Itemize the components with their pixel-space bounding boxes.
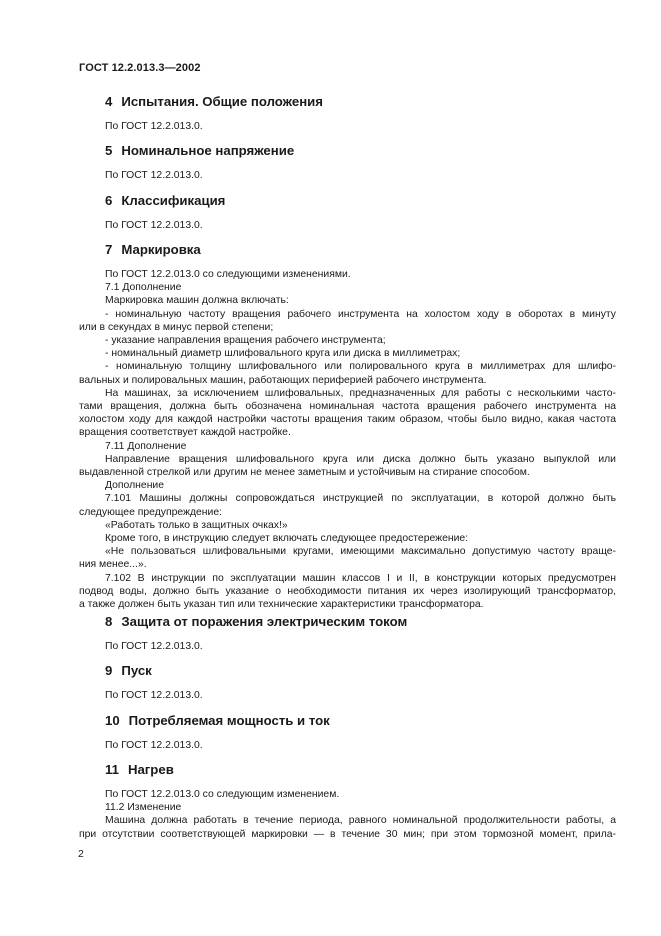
- paragraph-line: 7.11 Дополнение: [105, 440, 187, 452]
- paragraph-line: 7.102 В инструкции по эксплуатации машин классов I и II, в конструкции которых предусмотрен: [105, 572, 616, 584]
- paragraph-line: Дополнение: [105, 480, 165, 492]
- paragraph-line: - номинальную толщину шлифовального или полировального круга в миллиметрах для шлифо-: [105, 361, 616, 373]
- section-10-heading: [105, 713, 330, 728]
- paragraph-line: ния менее...».: [79, 559, 147, 571]
- paragraph-line: при отсутствии соответствующей маркировки — в течение 30 мин; при этом тормозной момент, прила-: [79, 828, 616, 840]
- section-number: 7: [105, 242, 113, 257]
- section-title: Пуск: [121, 663, 152, 678]
- paragraph-line: вращения соответствует каждой настройке.: [79, 427, 291, 439]
- paragraph-line: Кроме того, в инструкцию следует включать следующее предостережение:: [105, 532, 469, 544]
- section-number: 9: [105, 663, 113, 678]
- page-number: 2: [78, 849, 84, 860]
- section-7-heading: [105, 242, 201, 257]
- section-number: 10: [105, 713, 120, 728]
- section-number: 5: [105, 143, 113, 158]
- section-title: Номинальное напряжение: [121, 143, 295, 158]
- paragraph-line: Направление вращения шлифовального круга или диска должно быть указано выпуклой или: [105, 453, 616, 465]
- section-9-reference: По ГОСТ 12.2.013.0.: [105, 690, 203, 701]
- paragraph-line: По ГОСТ 12.2.013.0 со следующим изменением.: [105, 789, 340, 800]
- section-4-heading: [105, 94, 323, 109]
- section-title: Защита от поражения электрическим током: [121, 614, 408, 629]
- paragraph-line: следующее предупреждение:: [79, 506, 223, 518]
- section-8-heading: [105, 614, 407, 629]
- section-6-heading: [105, 193, 225, 208]
- paragraph-line: тами вращения, должна быть обозначена номинальная частота вращения рабочего инструмента на: [79, 400, 616, 412]
- paragraph-line: 7.101 Машины должны сопровождаться инструкцией по эксплуатации, в которой должно быть: [105, 493, 616, 505]
- paragraph-line: холостом ходу для каждой настройки частоты вращения таким образом, чтобы было видно, какая частота: [79, 414, 616, 426]
- paragraph-line: 11.2 Изменение: [105, 802, 182, 814]
- section-8-reference: По ГОСТ 12.2.013.0.: [105, 641, 203, 652]
- section-6-reference: По ГОСТ 12.2.013.0.: [105, 220, 203, 231]
- paragraph-line: На машинах, за исключением шлифовальных, предназначенных для работы с несколькими часто-: [105, 387, 616, 399]
- paragraph-line: «Работать только в защитных очках!»: [105, 519, 288, 531]
- section-10-reference: По ГОСТ 12.2.013.0.: [105, 740, 203, 751]
- paragraph-line: Машина должна работать в течение периода, равного номинальной продолжительности работы, а: [105, 815, 616, 827]
- document-header: ГОСТ 12.2.013.3—2002: [79, 62, 201, 74]
- section-5-heading: [105, 143, 294, 158]
- paragraph-line: - номинальную частоту вращения рабочего инструмента на холостом ходу в оборотах в минуту: [105, 308, 616, 320]
- section-number: 11: [105, 762, 119, 777]
- section-11-body: [79, 788, 616, 841]
- section-title: Классификация: [121, 193, 226, 208]
- paragraph-line: или в секундах в минус первой степени;: [79, 321, 274, 333]
- section-number: 4: [105, 94, 113, 109]
- paragraph-line: Маркировка машин должна включать:: [105, 295, 289, 307]
- section-5-reference: По ГОСТ 12.2.013.0.: [105, 170, 203, 181]
- paragraph-line: а также должен быть указан тип или технические характеристики трансформатора.: [79, 598, 484, 610]
- section-4-reference: По ГОСТ 12.2.013.0.: [105, 121, 203, 132]
- paragraph-line: По ГОСТ 12.2.013.0 со следующими изменениями.: [105, 269, 351, 280]
- paragraph-line: - номинальный диаметр шлифовального круга или диска в миллиметрах;: [105, 348, 461, 360]
- section-number: 8: [105, 614, 113, 629]
- section-title: Маркировка: [121, 242, 201, 257]
- paragraph-line: «Не пользоваться шлифовальными кругами, имеющими максимально допустимую частоту враще-: [105, 546, 616, 558]
- section-number: 6: [105, 193, 113, 208]
- section-11-heading: [105, 762, 174, 777]
- paragraph-line: 7.1 Дополнение: [105, 282, 182, 294]
- paragraph-line: подвод воды, должно быть указание о необходимости питания их через изолирующий трансформатор,: [79, 585, 616, 597]
- section-title: Испытания. Общие положения: [121, 94, 323, 109]
- section-title: Потребляемая мощность и ток: [128, 713, 330, 728]
- section-9-heading: [105, 663, 152, 678]
- paragraph-line: вальных и полировальных машин, работающих периферией рабочего инструмента.: [79, 374, 487, 386]
- section-7-body: [79, 268, 616, 611]
- paragraph-line: - указание направления вращения рабочего инструмента;: [105, 335, 386, 346]
- section-title: Нагрев: [127, 762, 174, 777]
- paragraph-line: выдавленной стрелкой или другим не менее заметным и устойчивым на стирание способом.: [79, 466, 530, 478]
